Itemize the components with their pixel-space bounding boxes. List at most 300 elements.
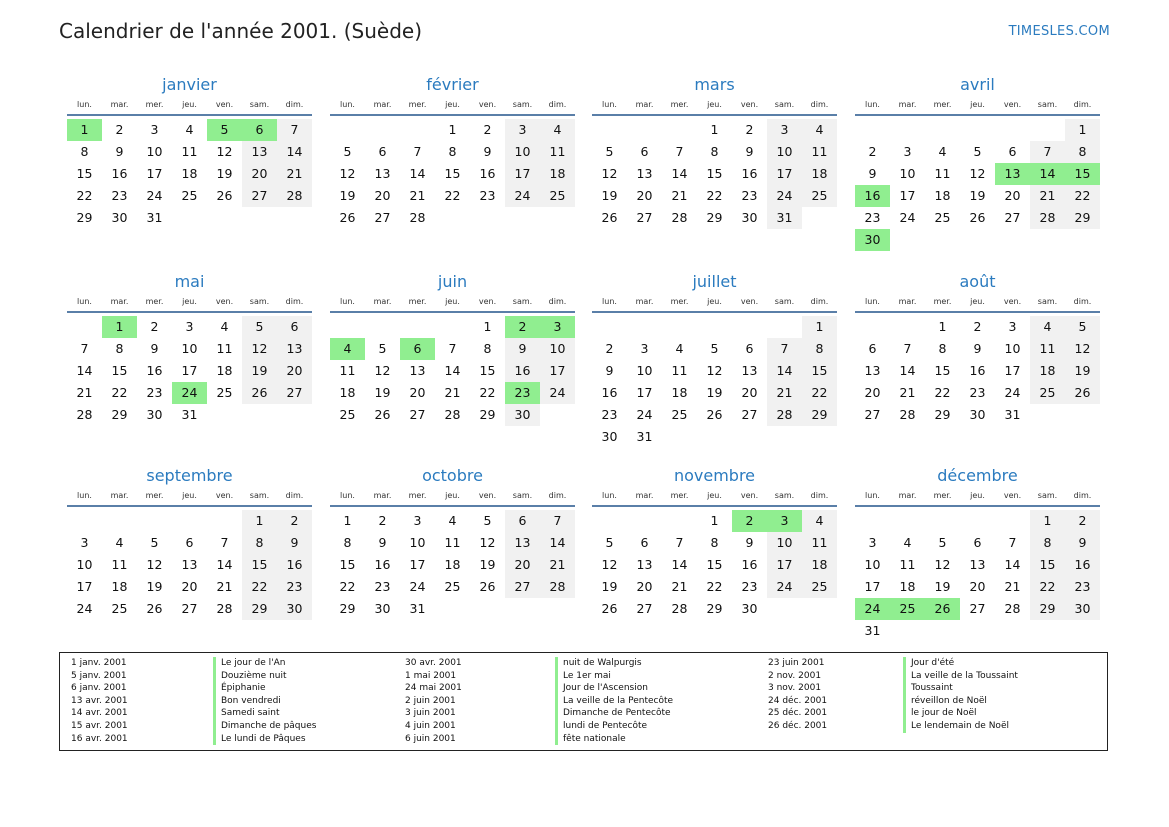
month-janvier [67, 74, 312, 229]
month-title: mars [694, 75, 735, 94]
day-cell: 22 [802, 382, 837, 404]
day-cell: 7 [903, 341, 912, 356]
empty-cell [400, 119, 435, 141]
day-cell: 4 [802, 119, 837, 141]
day-cell: 29 [934, 407, 951, 422]
empty-cell [627, 510, 662, 532]
day-cell: 28 [277, 185, 312, 207]
legend-holiday-name: Épiphanie [213, 682, 316, 695]
day-cell: 17 [505, 163, 540, 185]
day-cell: 11 [540, 141, 575, 163]
day-cell: 20 [374, 188, 391, 203]
month-title: août [959, 272, 996, 291]
day-cell: 7 [675, 535, 684, 550]
day-cell: 24 [767, 576, 802, 598]
day-cell: 12 [479, 535, 496, 550]
weekday-label: ven. [740, 100, 759, 109]
day-cell: 28 [671, 210, 688, 225]
empty-cell [67, 316, 102, 338]
days-grid [67, 510, 312, 620]
day-cell: 8 [115, 341, 124, 356]
day-cell: 12 [1065, 338, 1100, 360]
day-cell: 23 [1065, 576, 1100, 598]
day-cell: 24 [636, 407, 653, 422]
legend-holiday-name: Jour de l'Ascension [555, 682, 673, 695]
legend-holiday-name: réveillon de Noël [903, 695, 1018, 708]
day-cell: 6 [640, 535, 649, 550]
day-cell: 21 [671, 188, 688, 203]
day-cell: 13 [374, 166, 391, 181]
weekday-label: jeu. [445, 297, 460, 306]
empty-cell [662, 316, 697, 338]
day-cell: 10 [505, 141, 540, 163]
day-cell: 23 [479, 188, 496, 203]
weekday-label: dim. [1073, 297, 1092, 306]
day-cell: 4 [185, 122, 194, 137]
legend-date: 1 janv. 2001 [71, 658, 127, 668]
day-cell: 14 [671, 166, 688, 181]
day-cell: 19 [374, 385, 391, 400]
day-cell: 28 [409, 210, 426, 225]
day-cell: 22 [1065, 185, 1100, 207]
day-cell: 21 [671, 579, 688, 594]
day-cell: 28 [1030, 207, 1065, 229]
month-septembre [67, 465, 312, 620]
day-cell: 7 [80, 341, 89, 356]
legend-holiday-name: Toussaint [903, 682, 1018, 695]
day-cell: 18 [802, 554, 837, 576]
day-cell: 23 [601, 407, 618, 422]
day-cell: 30 [601, 429, 618, 444]
day-cell: 21 [540, 554, 575, 576]
day-cell: 27 [1004, 210, 1021, 225]
weekday-label: ven. [215, 297, 234, 306]
month-juin [330, 271, 575, 426]
day-cell: 19 [934, 579, 951, 594]
day-cell: 22 [934, 385, 951, 400]
day-cell: 26 [1065, 382, 1100, 404]
day-cell: 20 [1004, 188, 1021, 203]
day-cell: 22 [76, 188, 93, 203]
legend-holiday-name: fête nationale [555, 733, 673, 746]
weekday-label: jeu. [445, 100, 460, 109]
day-cell: 18 [899, 579, 916, 594]
days-grid [592, 119, 837, 229]
weekday-label: mar. [373, 100, 392, 109]
day-cell: 4 [115, 535, 124, 550]
weekday-label: mar. [898, 491, 917, 500]
day-cell: 10 [899, 166, 916, 181]
day-cell: 10 [1004, 341, 1021, 356]
weekday-label: ven. [215, 491, 234, 500]
day-cell: 29 [111, 407, 128, 422]
empty-cell [855, 119, 890, 141]
day-cell: 8 [80, 144, 89, 159]
day-cell: 27 [409, 407, 426, 422]
weekday-label: mar. [110, 100, 129, 109]
weekday-label: lun. [865, 297, 880, 306]
day-cell: 4 [903, 535, 912, 550]
day-cell: 31 [1004, 407, 1021, 422]
holiday-legend [59, 652, 1108, 751]
day-cell: 29 [479, 407, 496, 422]
weekday-label: sam. [512, 297, 533, 306]
legend-date: 1 mai 2001 [405, 670, 457, 681]
day-cell: 21 [277, 163, 312, 185]
day-cell: 25 [671, 407, 688, 422]
weekday-label: mar. [373, 491, 392, 500]
weekday-label: dim. [810, 100, 829, 109]
day-cell: 23 [969, 385, 986, 400]
month-title: janvier [162, 75, 217, 94]
legend-date: 2 juin 2001 [405, 695, 456, 706]
weekday-label: sam. [774, 297, 795, 306]
holiday-day-cell: 1 [67, 119, 102, 141]
month-avril [855, 74, 1100, 251]
weekday-header [67, 295, 312, 313]
day-cell: 13 [505, 532, 540, 554]
holiday-day-cell: 3 [540, 316, 575, 338]
weekday-label: jeu. [182, 297, 197, 306]
empty-cell [1030, 119, 1065, 141]
day-cell: 6 [1008, 144, 1017, 159]
day-cell: 9 [277, 532, 312, 554]
day-cell: 2 [745, 122, 754, 137]
month-title: octobre [422, 466, 483, 485]
day-cell: 10 [767, 532, 802, 554]
day-cell: 2 [605, 341, 614, 356]
day-cell: 18 [802, 163, 837, 185]
day-cell: 19 [339, 188, 356, 203]
weekday-label: jeu. [182, 100, 197, 109]
month-mars [592, 74, 837, 229]
day-cell: 1 [710, 122, 719, 137]
empty-cell [890, 119, 925, 141]
day-cell: 23 [374, 579, 391, 594]
weekday-label: lun. [602, 491, 617, 500]
legend-date: 3 juin 2001 [405, 708, 456, 719]
empty-cell [592, 316, 627, 338]
day-cell: 15 [479, 363, 496, 378]
month-juillet [592, 271, 837, 448]
day-cell: 6 [505, 510, 540, 532]
day-cell: 11 [802, 532, 837, 554]
weekday-label: sam. [249, 100, 270, 109]
holiday-day-cell: 26 [925, 598, 960, 620]
day-cell: 8 [1030, 532, 1065, 554]
day-cell: 25 [181, 188, 198, 203]
day-cell: 1 [483, 319, 492, 334]
legend-dates-column [71, 657, 128, 745]
weekday-label: dim. [548, 100, 567, 109]
day-cell: 28 [767, 404, 802, 426]
day-cell: 20 [409, 385, 426, 400]
day-cell: 1 [1065, 119, 1100, 141]
day-cell: 18 [339, 385, 356, 400]
day-cell: 28 [671, 601, 688, 616]
day-cell: 13 [969, 557, 986, 572]
day-cell: 24 [146, 188, 163, 203]
legend-holiday-name: Jour d'été [903, 657, 1018, 670]
day-cell: 3 [868, 535, 877, 550]
weekday-label: dim. [1073, 491, 1092, 500]
day-cell: 29 [706, 601, 723, 616]
day-cell: 30 [505, 404, 540, 426]
day-cell: 11 [802, 141, 837, 163]
day-cell: 16 [741, 166, 758, 181]
empty-cell [697, 316, 732, 338]
day-cell: 2 [868, 144, 877, 159]
day-cell: 6 [378, 144, 387, 159]
day-cell: 2 [1065, 510, 1100, 532]
weekday-header [330, 295, 575, 313]
day-cell: 17 [540, 360, 575, 382]
legend-date: 13 avr. 2001 [71, 695, 128, 706]
day-cell: 8 [710, 144, 719, 159]
day-cell: 7 [1030, 141, 1065, 163]
day-cell: 9 [378, 535, 387, 550]
empty-cell [627, 119, 662, 141]
legend-date: 5 janv. 2001 [71, 670, 127, 681]
day-cell: 24 [540, 382, 575, 404]
day-cell: 8 [242, 532, 277, 554]
day-cell: 12 [601, 166, 618, 181]
day-cell: 11 [216, 341, 233, 356]
day-cell: 20 [636, 579, 653, 594]
day-cell: 26 [601, 210, 618, 225]
day-cell: 22 [479, 385, 496, 400]
day-cell: 8 [938, 341, 947, 356]
day-cell: 13 [409, 363, 426, 378]
day-cell: 24 [76, 601, 93, 616]
days-grid [330, 510, 575, 620]
day-cell: 16 [505, 360, 540, 382]
day-cell: 20 [242, 163, 277, 185]
day-cell: 21 [767, 382, 802, 404]
empty-cell [330, 316, 365, 338]
day-cell: 1 [448, 122, 457, 137]
day-cell: 26 [969, 210, 986, 225]
day-cell: 15 [76, 166, 93, 181]
day-cell: 19 [146, 579, 163, 594]
day-cell: 15 [444, 166, 461, 181]
day-cell: 26 [601, 601, 618, 616]
day-cell: 11 [671, 363, 688, 378]
month-title: juin [437, 272, 468, 291]
day-cell: 27 [374, 210, 391, 225]
day-cell: 10 [540, 338, 575, 360]
day-cell: 4 [675, 341, 684, 356]
day-cell: 13 [277, 338, 312, 360]
empty-cell [855, 316, 890, 338]
weekday-label: lun. [77, 297, 92, 306]
day-cell: 14 [444, 363, 461, 378]
day-cell: 27 [741, 407, 758, 422]
day-cell: 12 [216, 144, 233, 159]
day-cell: 16 [479, 166, 496, 181]
day-cell: 11 [934, 166, 951, 181]
day-cell: 25 [1030, 382, 1065, 404]
weekday-label: jeu. [970, 297, 985, 306]
day-cell: 23 [741, 579, 758, 594]
day-cell: 27 [181, 601, 198, 616]
day-cell: 14 [277, 141, 312, 163]
day-cell: 9 [745, 144, 754, 159]
day-cell: 20 [864, 385, 881, 400]
legend-holiday-name: La veille de la Pentecôte [555, 695, 673, 708]
weekday-header [67, 489, 312, 507]
day-cell: 30 [277, 598, 312, 620]
day-cell: 4 [540, 119, 575, 141]
weekday-label: dim. [548, 297, 567, 306]
day-cell: 26 [216, 188, 233, 203]
day-cell: 12 [934, 557, 951, 572]
day-cell: 7 [1008, 535, 1017, 550]
legend-holiday-name: Le jour de l'An [213, 657, 316, 670]
day-cell: 16 [1065, 554, 1100, 576]
day-cell: 5 [938, 535, 947, 550]
day-cell: 20 [277, 360, 312, 382]
day-cell: 1 [938, 319, 947, 334]
day-cell: 17 [899, 188, 916, 203]
day-cell: 3 [80, 535, 89, 550]
month-février [330, 74, 575, 229]
day-cell: 20 [181, 579, 198, 594]
weekday-label: mer. [145, 297, 164, 306]
day-cell: 18 [181, 166, 198, 181]
holiday-day-cell: 16 [855, 185, 890, 207]
day-cell: 30 [1065, 598, 1100, 620]
weekday-label: ven. [1003, 100, 1022, 109]
day-cell: 1 [343, 513, 352, 528]
legend-holiday-name: le jour de Noël [903, 707, 1018, 720]
month-title: décembre [937, 466, 1018, 485]
weekday-label: sam. [249, 491, 270, 500]
empty-cell [592, 119, 627, 141]
empty-cell [592, 510, 627, 532]
weekday-label: mer. [670, 100, 689, 109]
day-cell: 13 [242, 141, 277, 163]
day-cell: 25 [444, 579, 461, 594]
weekday-label: sam. [1037, 491, 1058, 500]
legend-holiday-name: Samedi saint [213, 707, 316, 720]
day-cell: 6 [973, 535, 982, 550]
day-cell: 31 [146, 210, 163, 225]
weekday-label: mer. [408, 297, 427, 306]
days-grid [330, 316, 575, 426]
weekday-label: dim. [1073, 100, 1092, 109]
empty-cell [365, 316, 400, 338]
day-cell: 19 [479, 557, 496, 572]
day-cell: 28 [540, 576, 575, 598]
weekday-label: mar. [635, 100, 654, 109]
holiday-day-cell: 6 [242, 119, 277, 141]
days-grid [67, 316, 312, 426]
day-cell: 14 [767, 360, 802, 382]
day-cell: 26 [479, 579, 496, 594]
day-cell: 3 [903, 144, 912, 159]
empty-cell [137, 510, 172, 532]
day-cell: 17 [76, 579, 93, 594]
day-cell: 1 [710, 513, 719, 528]
day-cell: 20 [636, 188, 653, 203]
day-cell: 16 [601, 385, 618, 400]
day-cell: 22 [706, 188, 723, 203]
weekday-label: mar. [898, 100, 917, 109]
day-cell: 18 [540, 163, 575, 185]
legend-date: 15 avr. 2001 [71, 720, 128, 731]
day-cell: 13 [864, 363, 881, 378]
day-cell: 29 [76, 210, 93, 225]
days-grid [855, 316, 1100, 426]
day-cell: 17 [767, 163, 802, 185]
month-title: novembre [673, 466, 756, 485]
day-cell: 10 [636, 363, 653, 378]
month-décembre [855, 465, 1100, 642]
legend-names-column [903, 657, 1018, 733]
day-cell: 8 [710, 535, 719, 550]
day-cell: 23 [146, 385, 163, 400]
month-août [855, 271, 1100, 426]
day-cell: 17 [181, 363, 198, 378]
day-cell: 27 [636, 601, 653, 616]
day-cell: 22 [444, 188, 461, 203]
legend-dates-column [405, 657, 462, 745]
empty-cell [662, 119, 697, 141]
holiday-day-cell: 2 [505, 316, 540, 338]
day-cell: 3 [413, 513, 422, 528]
holiday-day-cell: 4 [330, 338, 365, 360]
days-grid [592, 316, 837, 448]
day-cell: 19 [216, 166, 233, 181]
day-cell: 7 [767, 338, 802, 360]
day-cell: 21 [444, 385, 461, 400]
day-cell: 30 [111, 210, 128, 225]
brand-link[interactable]: TIMESLES.COM [1008, 24, 1110, 39]
empty-cell [172, 510, 207, 532]
day-cell: 8 [802, 338, 837, 360]
day-cell: 3 [767, 119, 802, 141]
month-title: mai [174, 272, 205, 291]
weekday-label: sam. [512, 491, 533, 500]
day-cell: 29 [1065, 207, 1100, 229]
day-cell: 31 [409, 601, 426, 616]
day-cell: 19 [242, 360, 277, 382]
day-cell: 18 [444, 557, 461, 572]
day-cell: 6 [868, 341, 877, 356]
weekday-label: jeu. [970, 100, 985, 109]
day-cell: 17 [767, 554, 802, 576]
empty-cell [925, 510, 960, 532]
weekday-label: sam. [249, 297, 270, 306]
weekday-label: ven. [478, 297, 497, 306]
weekday-header [330, 489, 575, 507]
weekday-label: mar. [373, 297, 392, 306]
day-cell: 29 [1030, 598, 1065, 620]
day-cell: 11 [1030, 338, 1065, 360]
weekday-label: jeu. [445, 491, 460, 500]
day-cell: 27 [242, 185, 277, 207]
holiday-day-cell: 1 [102, 316, 137, 338]
day-cell: 3 [505, 119, 540, 141]
legend-holiday-name: nuit de Walpurgis [555, 657, 673, 670]
day-cell: 5 [973, 144, 982, 159]
weekday-label: mer. [670, 297, 689, 306]
day-cell: 14 [409, 166, 426, 181]
weekday-label: lun. [340, 100, 355, 109]
empty-cell [365, 119, 400, 141]
weekday-label: ven. [215, 100, 234, 109]
